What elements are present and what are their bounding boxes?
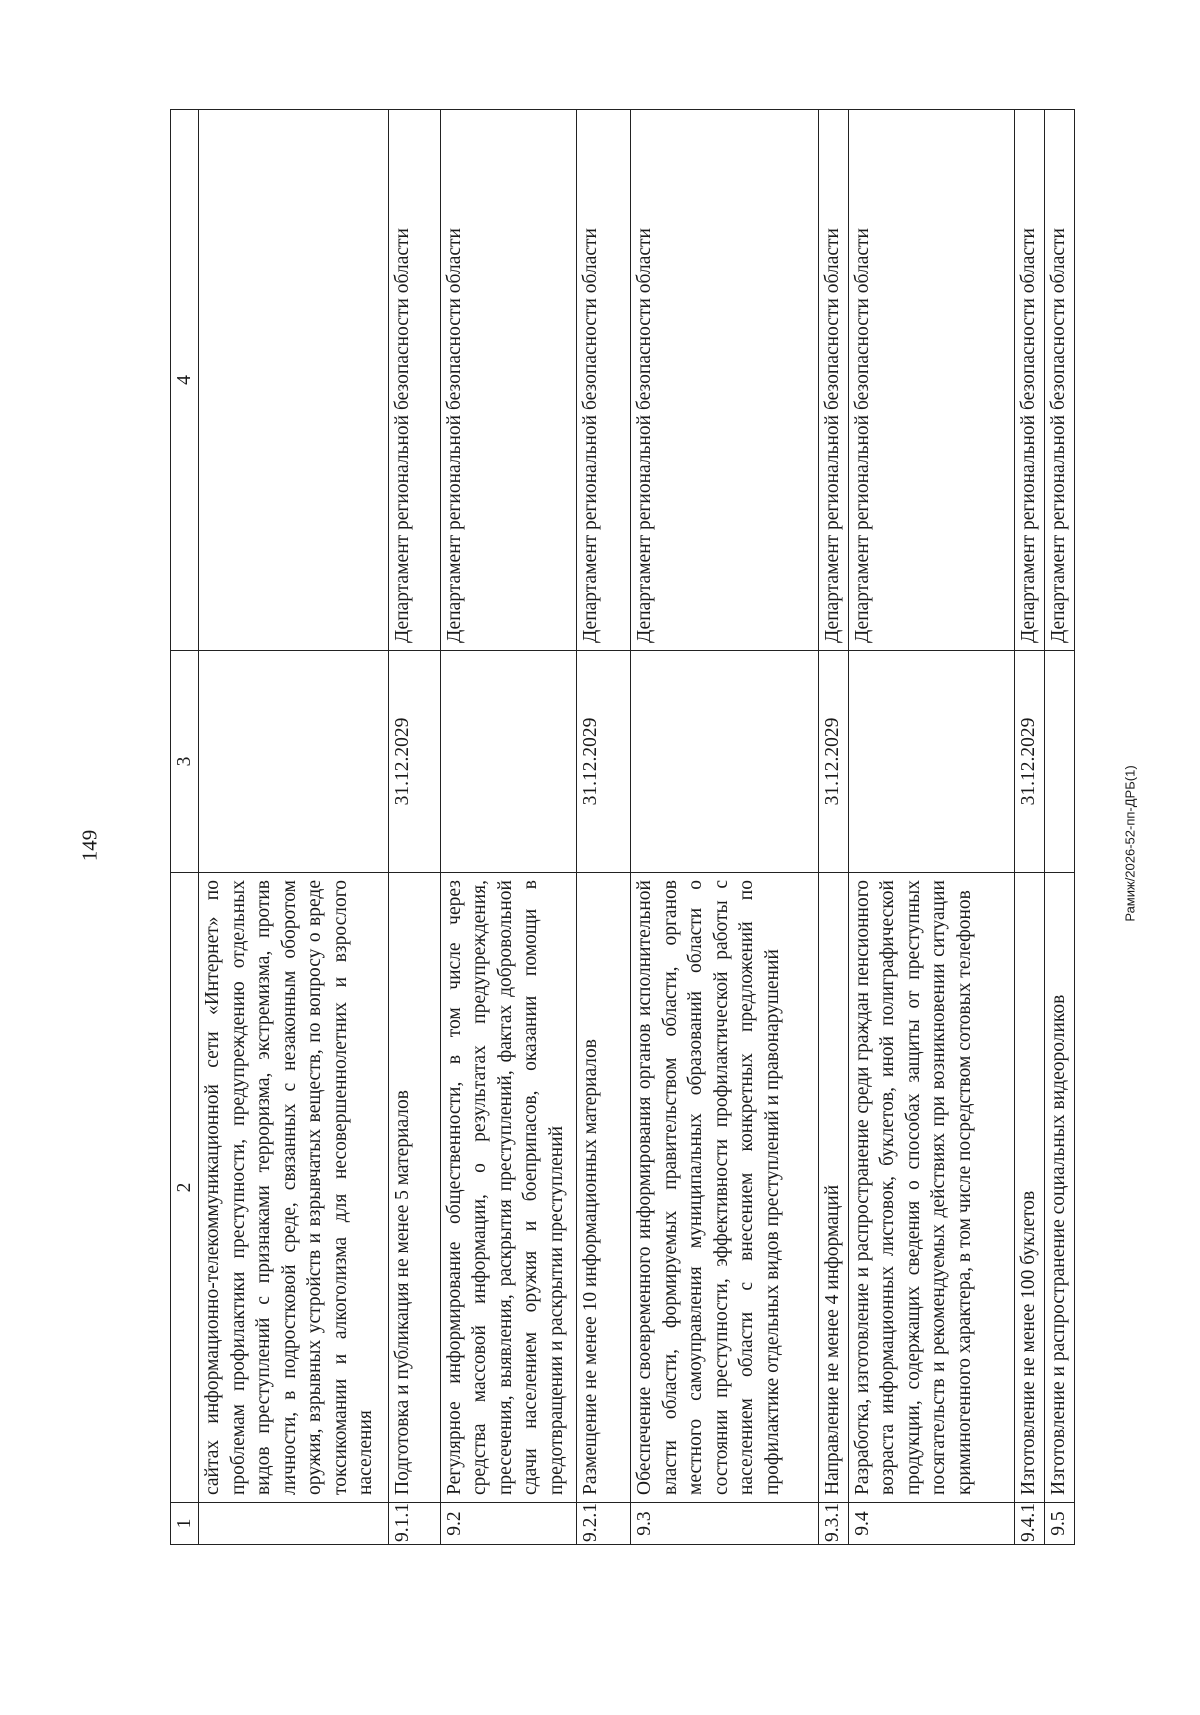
row-responsible: Департамент региональной безопасности области	[388, 110, 440, 651]
row-responsible: Департамент региональной безопасности области	[1045, 110, 1075, 651]
measures-table	[170, 109, 1075, 1545]
row-description: Регулярное информирование общественности, в том числе через средства массовой информации, о результатах предупреждения, пресечения, выявления, раскрытия преступлений, фактах добровольной сдачи населением оружия и боеприпасов, оказании помощи в предотвращении и раскрытии преступлений	[440, 873, 576, 1503]
row-description: Изготовление и распространение социальных видеороликов	[1045, 873, 1075, 1503]
row-description: Подготовка и публикация не менее 5 материалов	[388, 873, 440, 1503]
row-responsible: Департамент региональной безопасности области	[848, 110, 1015, 651]
table-row	[1045, 110, 1075, 1545]
row-deadline	[199, 651, 388, 873]
table-row	[818, 110, 848, 1545]
table-row	[848, 110, 1015, 1545]
table-row	[631, 110, 819, 1545]
row-responsible: Департамент региональной безопасности области	[818, 110, 848, 651]
row-number: 9.1.1	[388, 1503, 440, 1545]
row-responsible	[199, 110, 388, 651]
row-deadline: 31.12.2029	[576, 651, 630, 873]
row-number: 9.3	[631, 1503, 819, 1545]
row-responsible: Департамент региональной безопасности области	[1015, 110, 1045, 651]
row-deadline: 31.12.2029	[818, 651, 848, 873]
row-deadline: 31.12.2029	[1015, 651, 1045, 873]
row-deadline	[1045, 651, 1075, 873]
row-number: 9.3.1	[818, 1503, 848, 1545]
table-row	[576, 110, 630, 1545]
row-description: Обеспечение своевременного информирования органов исполнительной власти области, формируемых правительством области, органов местного самоуправления муниципальных образований области о состоянии преступности, эффективности профилактической работы с населением области с внесением конкретных предложений по профилактике отдельных видов преступлений и правонарушений	[631, 873, 819, 1503]
table-row	[1015, 110, 1045, 1545]
document-code: Рамиж/2026-52-пп-ДРБ(1)	[1122, 765, 1138, 922]
table-row	[199, 110, 388, 1545]
row-number: 9.5	[1045, 1503, 1075, 1545]
row-number: 9.4	[848, 1503, 1015, 1545]
row-deadline: 31.12.2029	[388, 651, 440, 873]
row-number: 9.2.1	[576, 1503, 630, 1545]
header-col-3: 3	[171, 651, 199, 873]
header-col-2: 2	[171, 873, 199, 1503]
table-row	[388, 110, 440, 1545]
row-deadline	[440, 651, 576, 873]
rotated-table-wrapper	[170, 110, 1075, 1545]
row-responsible: Департамент региональной безопасности области	[440, 110, 576, 651]
table-header-row	[171, 110, 199, 1545]
row-description: Изготовление не менее 100 буклетов	[1015, 873, 1045, 1503]
row-deadline	[848, 651, 1015, 873]
page-number: 149	[77, 829, 102, 862]
row-responsible: Департамент региональной безопасности области	[631, 110, 819, 651]
table-row	[440, 110, 576, 1545]
row-description: Разработка, изготовление и распространение среди граждан пенсионного возраста информационных листовок, буклетов, иной полиграфической продукции, содержащих сведения о способах защиты от преступных посягательств и рекомендуемых действиях при возникновении ситуации криминогенного характера, в том числе посредством сотовых телефонов	[848, 873, 1015, 1503]
row-description: Размещение не менее 10 информационных материалов	[576, 873, 630, 1503]
header-col-1: 1	[171, 1503, 199, 1545]
header-col-4: 4	[171, 110, 199, 651]
row-number	[199, 1503, 388, 1545]
row-number: 9.4.1	[1015, 1503, 1045, 1545]
row-description: Направление не менее 4 информаций	[818, 873, 848, 1503]
row-number: 9.2	[440, 1503, 576, 1545]
row-deadline	[631, 651, 819, 873]
row-responsible: Департамент региональной безопасности области	[576, 110, 630, 651]
row-description: сайтах информационно-телекоммуникационной сети «Интернет» по проблемам профилактики преступности, предупреждению отдельных видов преступлений с признаками терроризма, экстремизма, против личности, в подростковой среде, связанных с незаконным оборотом оружия, взрывных устройств и взрывчатых веществ, по вопросу о вреде токсикомании и алкоголизма для несовершеннолетних и взрослого населения	[199, 873, 388, 1503]
